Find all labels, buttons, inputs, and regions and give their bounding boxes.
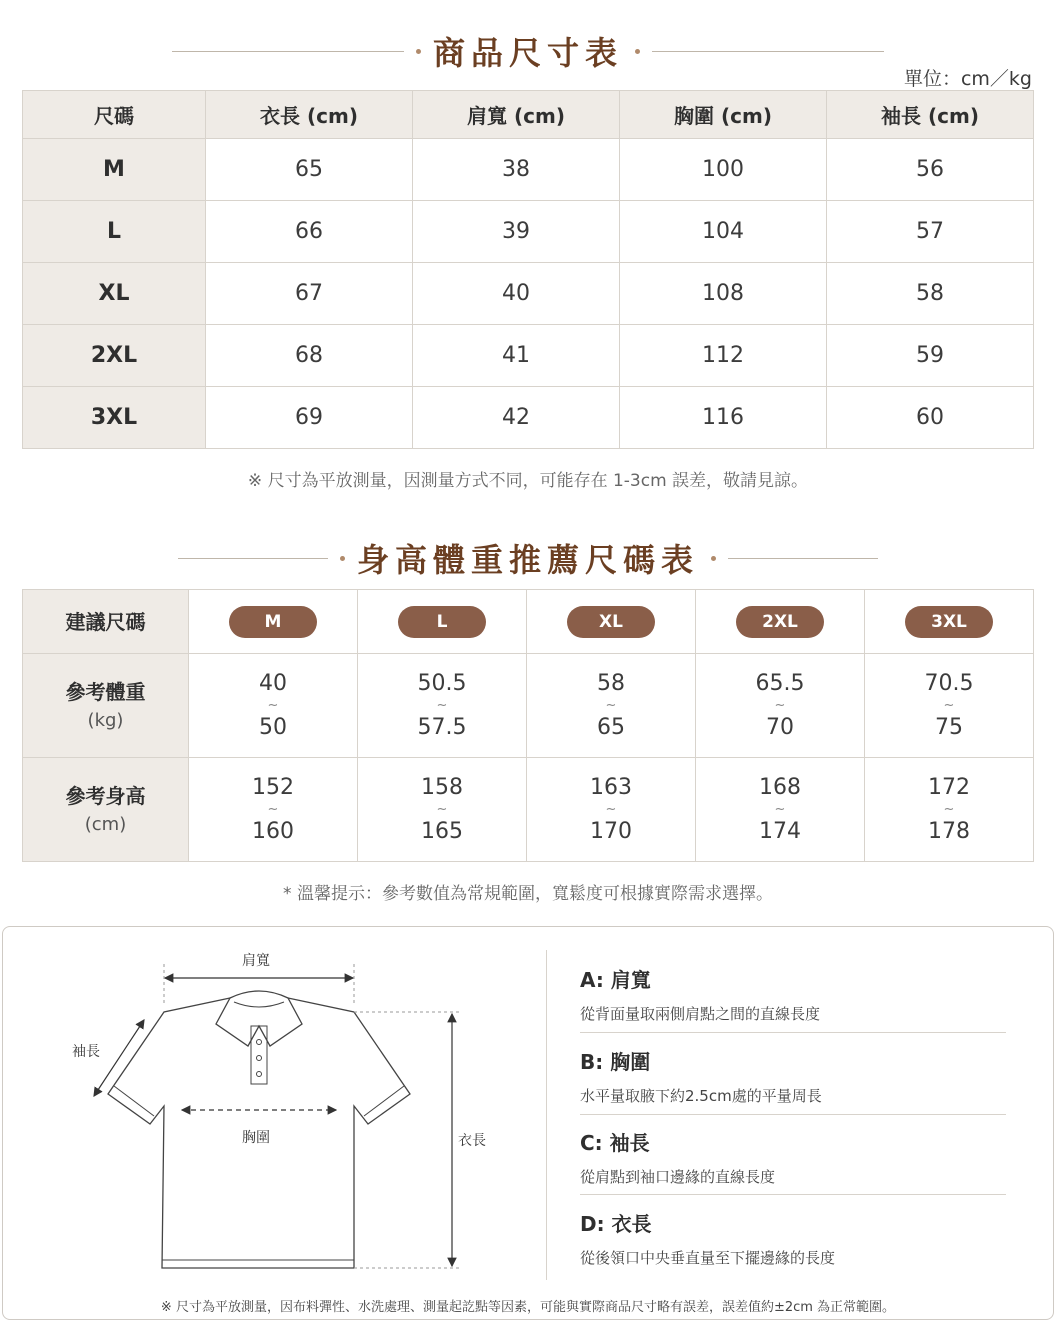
weight-range-cell: 40 ~ 50 xyxy=(189,654,358,758)
value-cell: 42 xyxy=(413,387,620,449)
height-range-cell: 172 ~ 178 xyxy=(865,758,1034,862)
size-chart-header-row xyxy=(23,91,1034,139)
weight-range-cell: 65.5 ~ 70 xyxy=(696,654,865,758)
size-pill-cell xyxy=(696,590,865,654)
value-cell: 104 xyxy=(620,201,827,263)
height-header-cell xyxy=(23,758,189,862)
weight-range-cell: 58 ~ 65 xyxy=(527,654,696,758)
value-cell: 69 xyxy=(206,387,413,449)
value-cell: 60 xyxy=(827,387,1034,449)
header-cell: 肩寬 (cm) xyxy=(413,91,620,139)
header-cell: 袖長 (cm) xyxy=(827,91,1034,139)
size-chart-table xyxy=(22,90,1034,449)
weight-label: 參考體重 xyxy=(65,680,146,704)
value-cell: 112 xyxy=(620,325,827,387)
value-cell: 56 xyxy=(827,139,1034,201)
value-cell: 116 xyxy=(620,387,827,449)
size-pill: 2XL xyxy=(736,606,824,638)
size-chart-note: ※ 尺寸為平放測量，因測量方式不同，可能存在 1-3cm 誤差，敬請見諒。 xyxy=(247,471,809,491)
shoulder-label: 肩寬 xyxy=(242,953,270,969)
weight-unit: (kg) xyxy=(87,710,124,731)
value-cell: 68 xyxy=(206,325,413,387)
recommend-chart-table xyxy=(22,589,1034,862)
size-cell: 2XL xyxy=(23,325,206,387)
value-cell: 100 xyxy=(620,139,827,201)
weight-range-cell: 50.5 ~ 57.5 xyxy=(358,654,527,758)
value-cell: 57 xyxy=(827,201,1034,263)
unit-label: 單位：cm／kg xyxy=(903,68,1032,90)
size-cell: 3XL xyxy=(23,387,206,449)
size-header-cell: 建議尺碼 xyxy=(23,590,189,654)
table-row xyxy=(23,201,1034,263)
value-cell: 41 xyxy=(413,325,620,387)
value-cell: 66 xyxy=(206,201,413,263)
guide-divider xyxy=(546,950,547,1280)
size-cell: XL xyxy=(23,263,206,325)
size-chart-title: 商品尺寸表 xyxy=(0,28,1056,74)
size-pill-cell xyxy=(189,590,358,654)
chest-label: 胸圍 xyxy=(242,1130,270,1146)
weight-header-cell xyxy=(23,654,189,758)
value-cell: 65 xyxy=(206,139,413,201)
size-cell: L xyxy=(23,201,206,263)
length-label: 衣長 xyxy=(458,1133,486,1149)
size-pill: M xyxy=(229,606,317,638)
header-cell: 胸圍 (cm) xyxy=(620,91,827,139)
size-pill: L xyxy=(398,606,486,638)
value-cell: 67 xyxy=(206,263,413,325)
size-cell: M xyxy=(23,139,206,201)
weight-range-cell: 70.5 ~ 75 xyxy=(865,654,1034,758)
recommend-chart-note: * 溫馨提示：參考數值為常規範圍，寬鬆度可根據實際需求選擇。 xyxy=(283,884,773,904)
table-row xyxy=(23,263,1034,325)
size-pill-cell xyxy=(865,590,1034,654)
recommend-chart-title: 身高體重推薦尺碼表 xyxy=(0,535,1056,581)
value-cell: 40 xyxy=(413,263,620,325)
height-range-cell: 168 ~ 174 xyxy=(696,758,865,862)
table-row xyxy=(23,325,1034,387)
value-cell: 108 xyxy=(620,263,827,325)
table-row xyxy=(23,387,1034,449)
size-pill-cell xyxy=(527,590,696,654)
definition-length: D: 衣長 從後領口中央垂直量至下擺邊緣的長度 xyxy=(580,1212,836,1267)
definition-shoulder: A: 肩寬 從背面量取兩側肩點之間的直線長度 xyxy=(580,964,1006,1024)
value-cell: 39 xyxy=(413,201,620,263)
guide-footnote: ※ 尺寸為平放測量，因布料彈性、水洗處理、測量起訖點等因素，可能與實際商品尺寸略有誤差，誤差值約±2cm 為正常範圍。 xyxy=(160,1300,896,1315)
value-cell: 59 xyxy=(827,325,1034,387)
header-cell: 衣長 (cm) xyxy=(206,91,413,139)
height-label: 參考身高 xyxy=(65,784,146,808)
height-row xyxy=(23,758,1034,862)
size-pill: 3XL xyxy=(905,606,993,638)
height-unit: (cm) xyxy=(84,814,127,835)
table-row xyxy=(23,139,1034,201)
header-cell: 尺碼 xyxy=(23,91,206,139)
sleeve-label: 袖長 xyxy=(72,1044,100,1060)
height-range-cell: 152 ~ 160 xyxy=(189,758,358,862)
size-pill-cell xyxy=(358,590,527,654)
definition-sleeve: C: 袖長 從肩點到袖口邊緣的直線長度 xyxy=(580,1127,1006,1187)
size-pill: XL xyxy=(567,606,655,638)
definition-chest: B: 胸圍 水平量取腋下約2.5cm處的平量周長 xyxy=(580,1046,1006,1106)
value-cell: 38 xyxy=(413,139,620,201)
polo-shirt-diagram xyxy=(40,946,540,1276)
weight-row xyxy=(23,654,1034,758)
value-cell: 58 xyxy=(827,263,1034,325)
height-range-cell: 163 ~ 170 xyxy=(527,758,696,862)
size-row xyxy=(23,590,1034,654)
height-range-cell: 158 ~ 165 xyxy=(358,758,527,862)
